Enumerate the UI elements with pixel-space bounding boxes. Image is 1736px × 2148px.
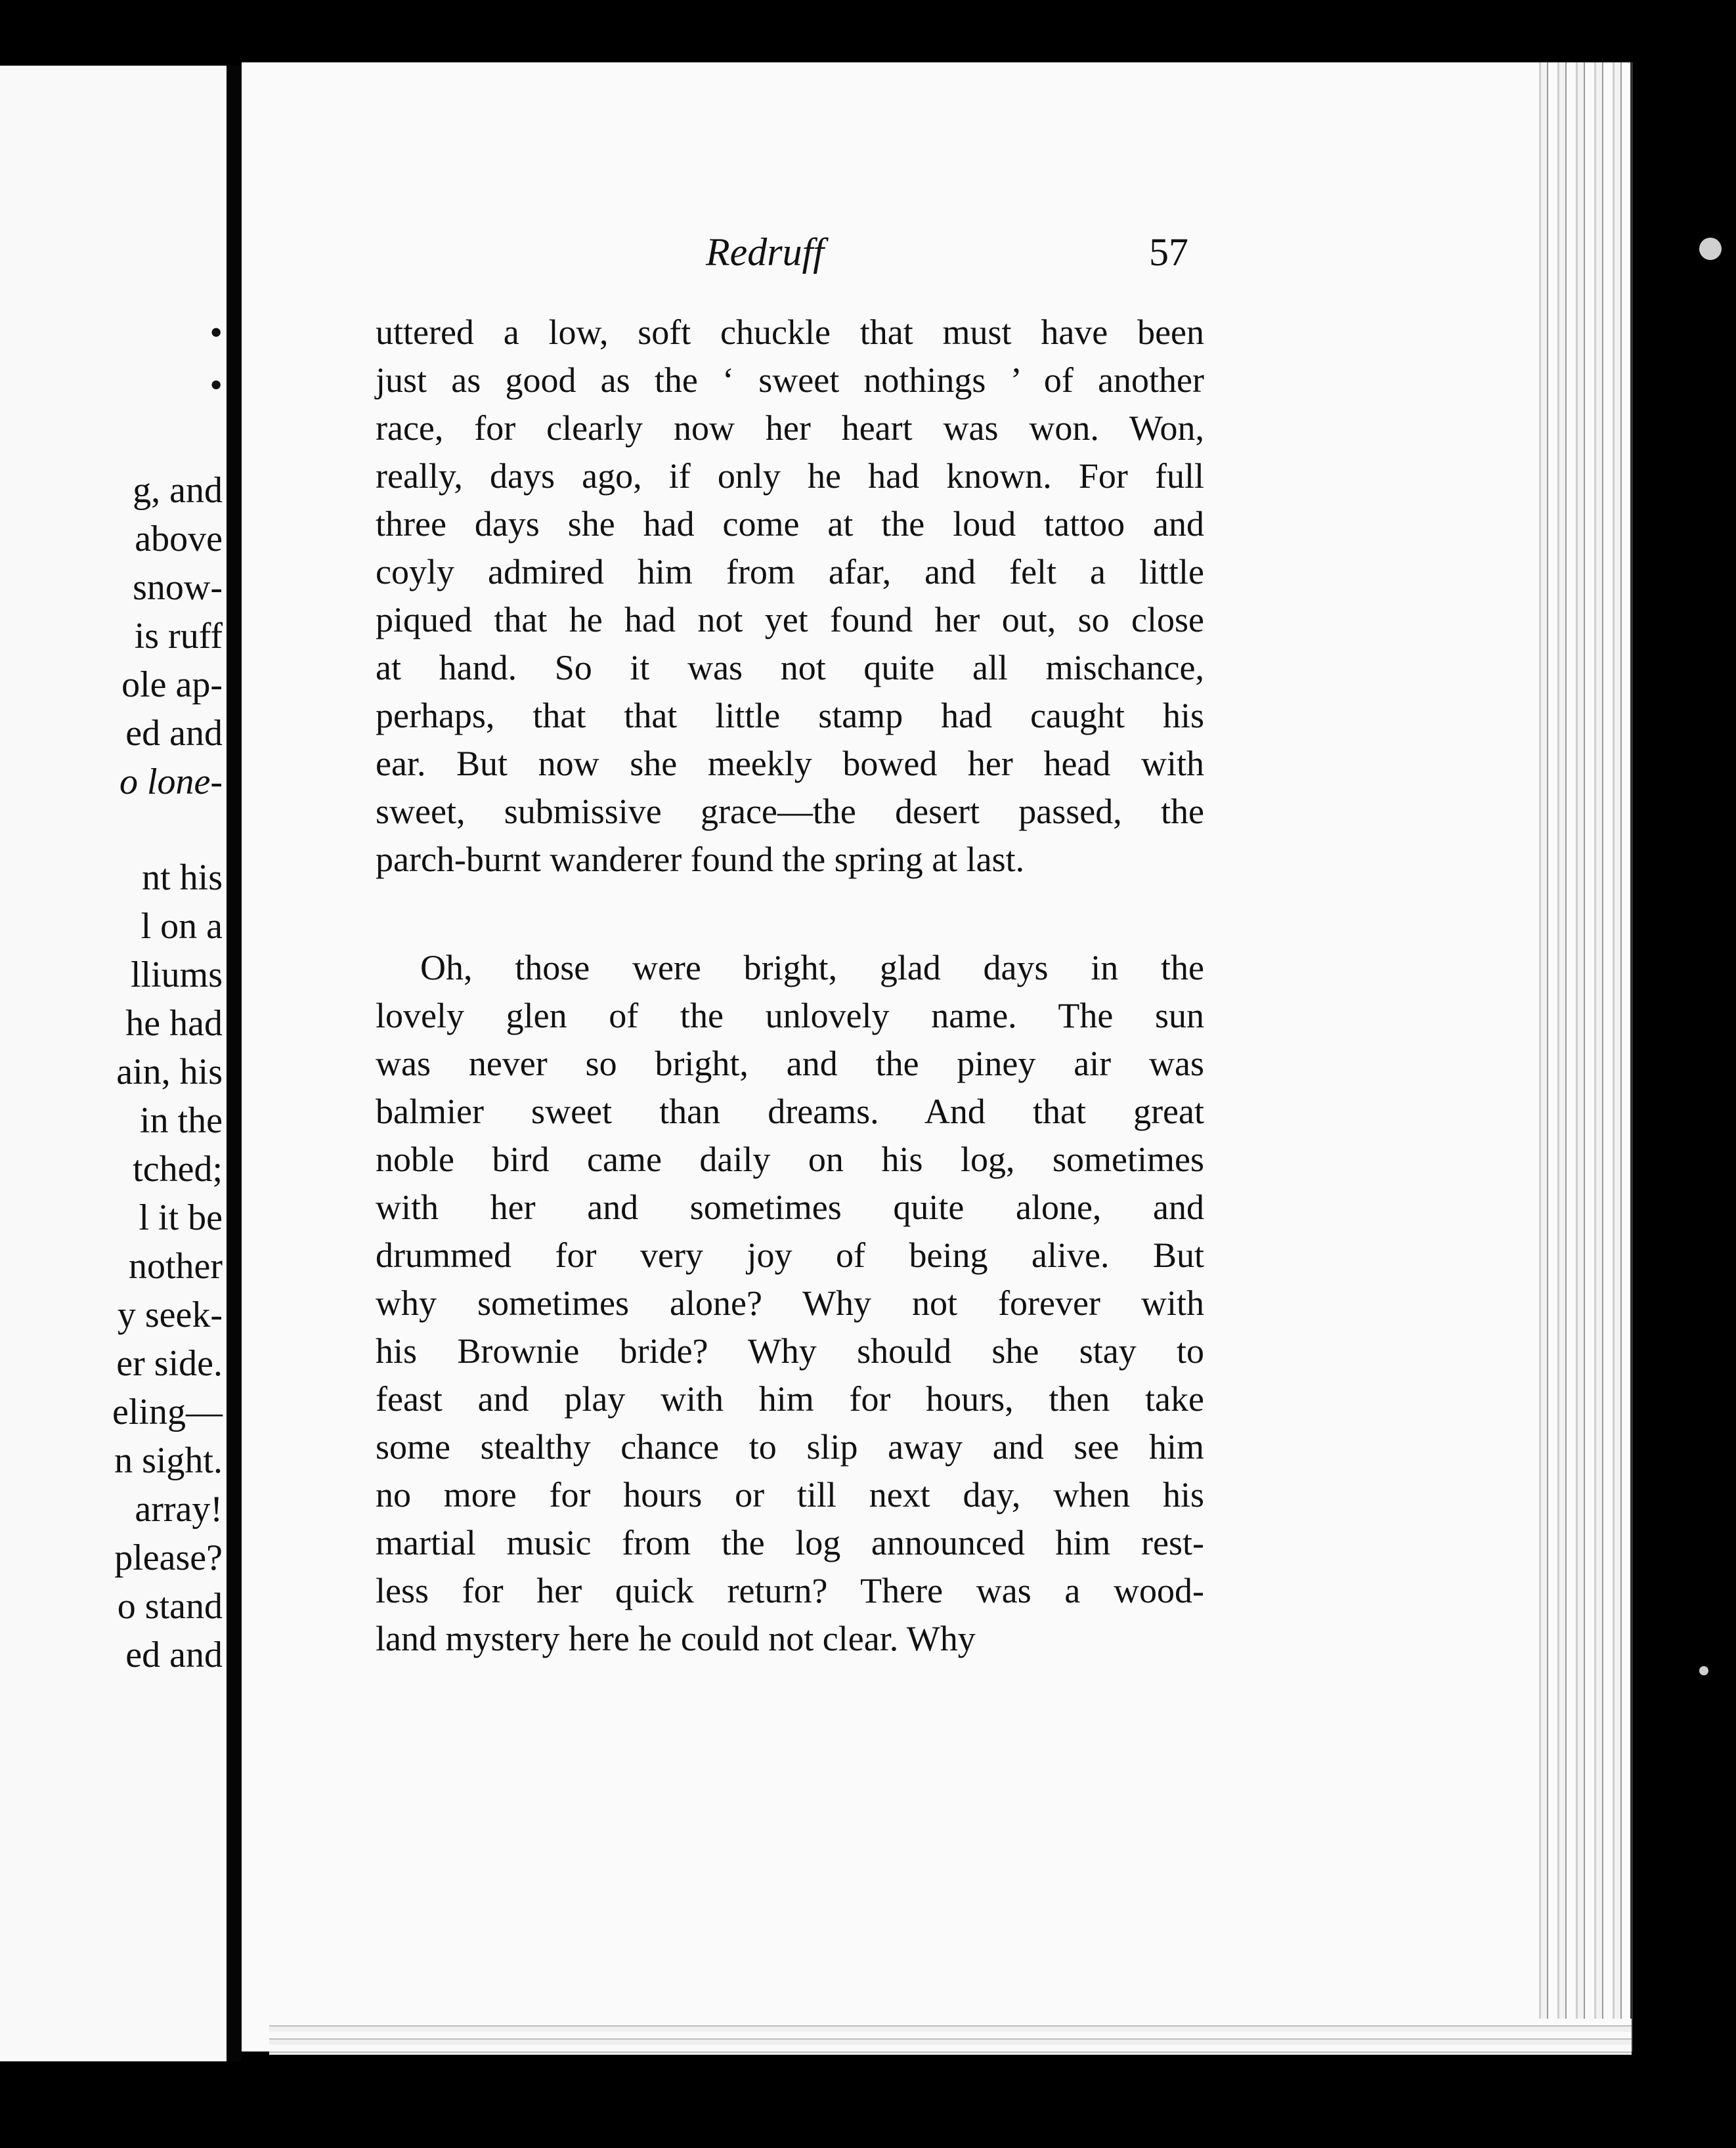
text-line: sweet, submissive grace—the desert passed, the — [376, 792, 1204, 831]
text-line: perhaps, that that little stamp had caught his — [376, 696, 1204, 735]
left-page-line: ole ap- — [121, 664, 223, 705]
book-spine — [227, 66, 242, 2061]
left-page-line: n sight. — [114, 1440, 223, 1481]
text-line: land mystery here he could not clear. Why — [376, 1619, 976, 1658]
left-page-line: g, and — [133, 470, 223, 511]
text-line: really, days ago, if only he had known. For full — [376, 456, 1204, 496]
text-line: coyly admired him from afar, and felt a little — [376, 552, 1204, 591]
text-line: lovely glen of the unlovely name. The sun — [376, 996, 1204, 1035]
left-page-line: nt his — [142, 857, 223, 898]
left-page — [0, 66, 227, 2061]
page-edges — [1530, 62, 1628, 2055]
left-page-line: ain, his — [116, 1052, 223, 1092]
left-page-line: o lone- — [119, 762, 223, 802]
text-line: ear. But now she meekly bowed her head with — [376, 744, 1204, 783]
left-page-line: please? — [114, 1537, 223, 1578]
left-page-line: array! — [135, 1489, 223, 1530]
left-page-line: tched; — [133, 1149, 223, 1190]
left-page-line: • — [209, 312, 223, 353]
text-line: feast and play with him for hours, then take — [376, 1379, 1204, 1419]
left-page-line: ed and — [125, 713, 223, 754]
scan-dust-mark — [1699, 1666, 1708, 1675]
text-line: martial music from the log announced him rest- — [376, 1523, 1204, 1562]
text-line: some stealthy chance to slip away and see him — [376, 1427, 1204, 1467]
text-line: was never so bright, and the piney air was — [376, 1044, 1204, 1083]
text-line: just as good as the ‘ sweet nothings ’ of another — [376, 360, 1204, 400]
left-page-line: is ruff — [134, 616, 223, 656]
page-number: 57 — [1149, 230, 1188, 274]
text-line: uttered a low, soft chuckle that must have been — [376, 312, 1204, 352]
text-line: balmier sweet than dreams. And that great — [376, 1092, 1204, 1131]
left-page-line: ed and — [125, 1635, 223, 1675]
running-head: Redruff — [706, 230, 824, 274]
left-page-line: nother — [128, 1246, 223, 1287]
text-line: why sometimes alone? Why not forever with — [376, 1283, 1204, 1323]
text-line: Oh, those were bright, glad days in the — [420, 948, 1204, 987]
left-page-line: he had — [125, 1003, 223, 1044]
text-line: piqued that he had not yet found her out, so close — [376, 600, 1204, 639]
left-page-line: y seek- — [117, 1295, 223, 1335]
text-line: less for her quick return? There was a wood- — [376, 1571, 1204, 1610]
text-line: with her and sometimes quite alone, and — [376, 1188, 1204, 1227]
left-page-line: l on a — [141, 906, 223, 947]
left-page-line: o stand — [117, 1586, 223, 1627]
left-page-line: in the — [140, 1100, 223, 1141]
left-page-line: er side. — [116, 1343, 223, 1384]
text-line: noble bird came daily on his log, sometimes — [376, 1140, 1204, 1179]
paragraph-1 — [376, 309, 1204, 884]
text-line: race, for clearly now her heart was won. Won, — [376, 408, 1204, 448]
paragraph-2 — [376, 944, 1204, 1663]
left-page-line: lliums — [130, 955, 223, 995]
left-page-line: l it be — [139, 1197, 223, 1238]
left-page-line: snow- — [133, 567, 223, 608]
left-page-line: eling— — [112, 1392, 223, 1432]
text-line: his Brownie bride? Why should she stay to — [376, 1331, 1204, 1371]
text-line: at hand. So it was not quite all mischance, — [376, 648, 1204, 687]
left-page-line: • — [209, 365, 223, 406]
text-line: drummed for very joy of being alive. But — [376, 1235, 1204, 1275]
left-page-line: above — [135, 519, 223, 559]
scan-dust-mark — [1699, 238, 1722, 260]
text-line: no more for hours or till next day, when his — [376, 1475, 1204, 1514]
bottom-page-edges — [269, 2019, 1632, 2055]
text-line: three days she had come at the loud tattoo and — [376, 504, 1204, 544]
text-line: parch-burnt wanderer found the spring at last. — [376, 840, 1025, 879]
